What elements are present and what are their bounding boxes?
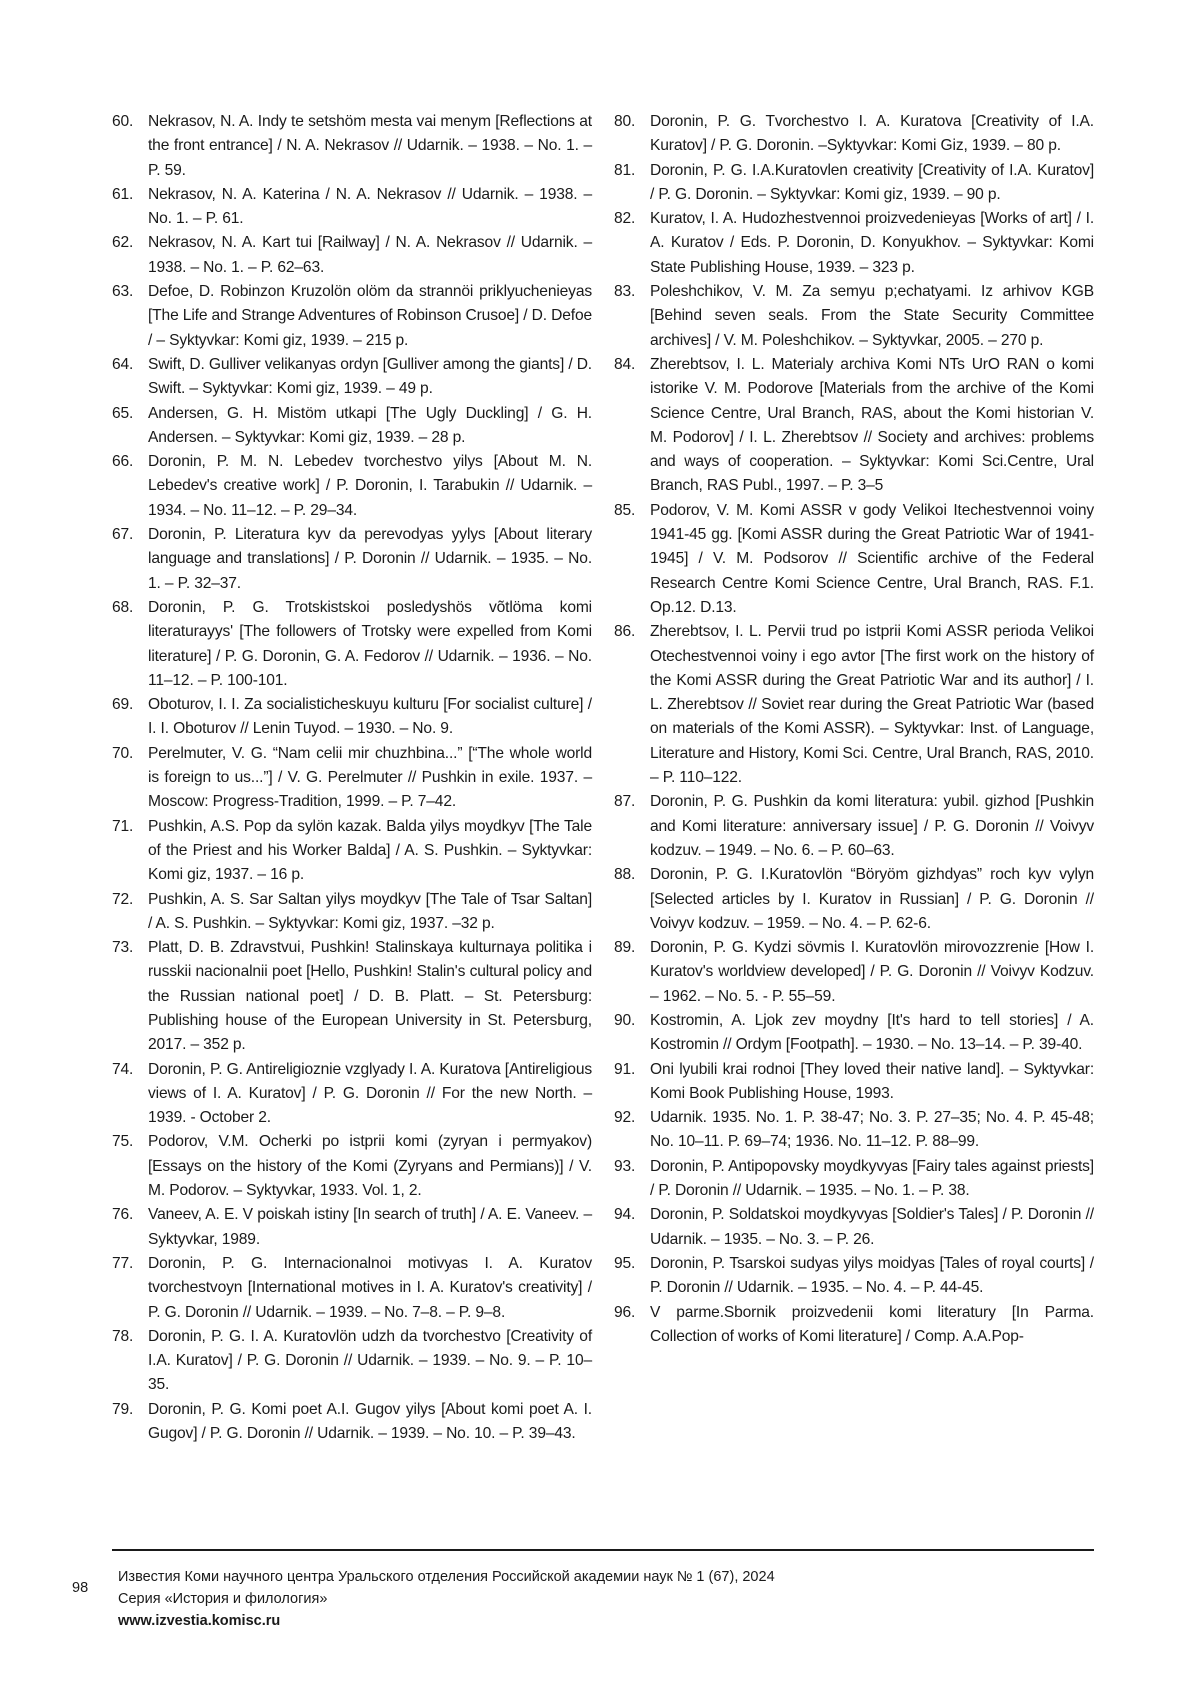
reference-number: 86. bbox=[614, 623, 636, 641]
reference-text: Doronin, P. G. I.A.Kuratovlen creativity [Creativity of I.A. Kuratov] / P. G. Doronin. – Syktyvkar: Komi giz, 1939. – 90 p. bbox=[650, 161, 1094, 203]
reference-number: 87. bbox=[614, 793, 636, 811]
reference-number: 80. bbox=[614, 113, 636, 130]
reference-number: 64. bbox=[112, 355, 134, 373]
reference-number: 89. bbox=[614, 939, 636, 957]
reference-item bbox=[112, 693, 592, 742]
reference-text: Andersen, G. H. Mistöm utkapi [The Ugly Duckling] / G. H. Andersen. – Syktyvkar: Komi giz, 1939. – 28 p. bbox=[148, 404, 592, 446]
reference-item bbox=[614, 110, 1094, 159]
reference-number: 65. bbox=[112, 404, 134, 422]
footer-series: Серия «История и филология» bbox=[118, 1591, 328, 1607]
reference-text: Nekrasov, N. A. Katerina / N. A. Nekrasov // Udarnik. – 1938. – No. 1. – P. 61. bbox=[148, 185, 592, 228]
reference-item bbox=[112, 1203, 592, 1252]
reference-text: Doronin, P. Literatura kyv da perevodyas yylys [About literary language and translations] / P. Doronin // Udarnik. – 1935. – No. 1. – P. 32–37. bbox=[148, 526, 592, 592]
footer-url-link[interactable]: www.izvestia.komisc.ru bbox=[118, 1613, 281, 1629]
footer-journal: Известия Коми научного центра Уральского отделения Российской академии наук № 1 (67), 2024 bbox=[118, 1569, 775, 1585]
reference-item bbox=[112, 353, 592, 402]
reference-item bbox=[614, 1301, 1094, 1350]
reference-text: Doronin, P. G. Kydzi sövmis I. Kuratovlön mirovozzrenie [How I. Kuratov's worldview developed] / P. G. Doronin // Voivyv Kodzuv. – 1962. – No. 5. - P. 55–59. bbox=[650, 939, 1094, 1005]
reference-text: Swift, D. Gulliver velikanyas ordyn [Gulliver among the giants] / D. Swift. – Syktyvkar: Komi giz, 1939. – 49 p. bbox=[148, 355, 592, 398]
reference-text: Doronin, P. Antipopovsky moydkyvyas [Fairy tales against priests] / P. Doronin // Udarnik. – 1935. – No. 1. – P. 38. bbox=[650, 1157, 1094, 1200]
reference-text: Doronin, P. G. Pushkin da komi literatura: yubil. gizhod [Pushkin and Komi literature: anniversary issue] / P. G. Doronin // Voivyv kodzuv. – 1949. – No. 6. – P. 60–63. bbox=[650, 793, 1094, 859]
reference-number: 84. bbox=[614, 355, 636, 373]
reference-text: Podorov, V.M. Ocherki po istprii komi (zyryan i permyakov) [Essays on the history of the Komi (Zyryans and Permians)] / V. M. Podorov. – Syktyvkar, 1933. Vol. 1, 2. bbox=[148, 1133, 592, 1200]
reference-number: 85. bbox=[614, 501, 636, 519]
reference-number: 91. bbox=[614, 1060, 636, 1078]
reference-number: 70. bbox=[112, 744, 134, 762]
reference-number: 82. bbox=[614, 210, 636, 228]
reference-number: 76. bbox=[112, 1206, 134, 1224]
reference-item bbox=[112, 183, 592, 232]
reference-item bbox=[614, 280, 1094, 353]
reference-item bbox=[112, 1398, 592, 1447]
reference-item bbox=[614, 353, 1094, 499]
reference-text: Doronin, P. G. Tvorchestvo I. A. Kuratova [Creativity of I.A. Kuratov] / P. G. Doronin. –Syktyvkar: Komi Giz, 1939. – 80 p. bbox=[650, 113, 1094, 155]
reference-number: 60. bbox=[112, 113, 134, 130]
reference-number: 79. bbox=[112, 1400, 134, 1418]
reference-text: Doronin, P. G. Komi poet A.I. Gugov yilys [About komi poet A. I. Gugov] / P. G. Doronin // Udarnik. – 1939. – No. 10. – P. 39–43. bbox=[148, 1400, 592, 1443]
reference-text: Kostromin, A. Ljok zev moydny [It's hard to tell stories] / A. Kostromin // Ordym [Footpath]. – 1930. – No. 13–14. – P. 39-40. bbox=[650, 1011, 1094, 1054]
reference-item bbox=[614, 1106, 1094, 1155]
reference-text: V parme.Sbornik proizvedenii komi literatury [In Parma. Collection of works of Komi literature] / Comp. A.A.Pop- bbox=[650, 1303, 1094, 1345]
reference-item bbox=[614, 1203, 1094, 1252]
reference-number: 71. bbox=[112, 817, 134, 835]
reference-item bbox=[112, 280, 592, 353]
reference-text: Pushkin, A. S. Sar Saltan yilys moydkyv [The Tale of Tsar Saltan] / A. S. Pushkin. – Syktyvkar: Komi giz, 1937. –32 p. bbox=[148, 890, 592, 932]
reference-text: Perelmuter, V. G. “Nam celii mir chuzhbina...” [“The whole world is foreign to us...”] / V. G. Perelmuter // Pushkin in exile. 1937. – Moscow: Progress-Tradition, 1999. – P. 7–42. bbox=[148, 744, 592, 811]
reference-item bbox=[112, 815, 592, 888]
reference-number: 67. bbox=[112, 526, 134, 544]
reference-text: Nekrasov, N. A. Indy te setshöm mesta vai menym [Reflections at the front entrance] / N. A. Nekrasov // Udarnik. – 1938. – No. 1. – P. 59. bbox=[148, 113, 592, 179]
reference-number: 69. bbox=[112, 696, 134, 714]
reference-number: 96. bbox=[614, 1303, 636, 1321]
reference-item bbox=[614, 1252, 1094, 1301]
reference-item bbox=[112, 1058, 592, 1131]
reference-text: Defoe, D. Robinzon Kruzolön olöm da strannöi priklyuchenieyas [The Life and Strange Adventures of Robinson Crusoe] / D. Defoe / – Syktyvkar: Komi giz, 1939. – 215 p. bbox=[148, 283, 592, 349]
reference-item bbox=[112, 110, 592, 183]
reference-item bbox=[112, 1252, 592, 1325]
reference-item bbox=[112, 936, 592, 1057]
reference-text: Oni lyubili krai rodnoi [They loved their native land]. – Syktyvkar: Komi Book Publishing House, 1993. bbox=[650, 1060, 1094, 1102]
reference-item bbox=[614, 1155, 1094, 1204]
reference-text: Doronin, P. G. I.Kuratovlön “Böryöm gizhdyas” roch kyv vylyn [Selected articles by I. Kuratov in Russian] / P. G. Doronin // Voivyv kodzuv. – 1959. – No. 4. – P. 62-6. bbox=[650, 866, 1094, 932]
reference-number: 88. bbox=[614, 866, 636, 884]
footer bbox=[118, 1566, 775, 1632]
reference-item bbox=[614, 207, 1094, 280]
reference-number: 62. bbox=[112, 234, 134, 252]
reference-number: 93. bbox=[614, 1157, 636, 1175]
references-columns bbox=[112, 110, 1094, 1530]
reference-number: 72. bbox=[112, 890, 134, 908]
reference-text: Zherebtsov, I. L. Pervii trud po istprii Komi ASSR perioda Velikoi Otechestvennoi voiny i ego avtor [The first work on the history of the Komi ASSR during the Great Patriotic War and its author] / I. L. Zherebtsov // Soviet rear during the Great Patriotic War (based on materials of the Komi ASSR). – Syktyvkar: Inst. of Language, Literature and History, Komi Sci. Centre, Ural Branch, RAS, 2010. – P. 110–122. bbox=[650, 623, 1094, 787]
reference-item bbox=[112, 450, 592, 523]
reference-text: Kuratov, I. A. Hudozhestvennoi proizvedenieyas [Works of art] / I. A. Kuratov / Eds. P. Doronin, D. Konyukhov. – Syktyvkar: Komi State Publishing House, 1939. – 323 p. bbox=[650, 210, 1094, 276]
reference-text: Pushkin, A.S. Pop da sylön kazak. Balda yilys moydkyv [The Tale of the Priest and his Worker Balda] / A. S. Pushkin. – Syktyvkar: Komi giz, 1937. – 16 p. bbox=[148, 817, 592, 884]
reference-text: Platt, D. B. Zdravstvui, Pushkin! Stalinskaya kulturnaya politika i russkii nacionalnii poet [Hello, Pushkin! Stalin's cultural policy and the Russian national poet] / D. B. Platt. – St. Petersburg: Publishing house of the European University in St. Petersburg, 2017. – 352 p. bbox=[148, 939, 592, 1054]
reference-text: Podorov, V. M. Komi ASSR v gody Velikoi Itechestvennoi voiny 1941-45 gg. [Komi ASSR during the Great Patriotic War of 1941-1945] / V. M. Podsorov // Scientific archive of the Federal Research Centre Komi Science Centre, Ural Branch, RAS. F.1. Op.12. D.13. bbox=[650, 501, 1094, 616]
reference-text: Doronin, P. G. Internacionalnoi motivyas I. A. Kuratov tvorchestvoyn [International motives in I. A. Kuratov's creativity] / P. G. Doronin // Udarnik. – 1939. – No. 7–8. – P. 9–8. bbox=[148, 1254, 592, 1321]
reference-item bbox=[112, 742, 592, 815]
reference-number: 92. bbox=[614, 1109, 636, 1127]
reference-number: 66. bbox=[112, 453, 134, 471]
reference-item bbox=[614, 1009, 1094, 1058]
reference-item bbox=[112, 1130, 592, 1203]
reference-number: 95. bbox=[614, 1254, 636, 1272]
reference-text: Vaneev, A. E. V poiskah istiny [In search of truth] / A. E. Vaneev. – Syktyvkar, 1989. bbox=[148, 1206, 592, 1248]
page-number: 98 bbox=[72, 1580, 89, 1596]
reference-text: Doronin, P. G. Antireligioznie vzglyady I. A. Kuratova [Antireligious views of I. A. Kuratov] / P. G. Doronin // For the new North. – 1939. - October 2. bbox=[148, 1060, 592, 1127]
reference-item bbox=[614, 863, 1094, 936]
reference-text: Doronin, P. M. N. Lebedev tvorchestvo yilys [About M. N. Lebedev's creative work] / P. Doronin, I. Tarabukin // Udarnik. – 1934. – No. 11–12. – P. 29–34. bbox=[148, 453, 592, 519]
reference-item bbox=[112, 523, 592, 596]
reference-text: Poleshchikov, V. M. Za semyu p;echatyami. Iz arhivov KGB [Behind seven seals. From the State Security Committee archives] / V. M. Poleshchikov. – Syktyvkar, 2005. – 270 p. bbox=[650, 283, 1094, 349]
reference-number: 90. bbox=[614, 1011, 636, 1029]
reference-number: 61. bbox=[112, 185, 134, 203]
reference-item bbox=[112, 1325, 592, 1398]
reference-item bbox=[614, 159, 1094, 208]
reference-item bbox=[614, 936, 1094, 1009]
reference-item bbox=[112, 402, 592, 451]
reference-text: Zherebtsov, I. L. Materialy archiva Komi NTs UrO RAN o komi istorike V. M. Podorove [Materials from the archive of the Komi Science Centre, Ural Branch, RAS, about the Komi historian V. M. Podorov] / I. L. Zherebtsov // Society and archives: problems and ways of cooperation. – Syktyvkar: Komi Sci.Centre, Ural Branch, RAS Publ., 1997. – P. 3–5 bbox=[650, 355, 1094, 495]
reference-text: Doronin, P. Soldatskoi moydkyvyas [Soldier's Tales] / P. Doronin // Udarnik. – 1935. – No. 3. – P. 26. bbox=[650, 1206, 1094, 1248]
reference-number: 77. bbox=[112, 1254, 134, 1272]
reference-number: 75. bbox=[112, 1133, 134, 1151]
reference-item bbox=[112, 596, 592, 693]
reference-item bbox=[614, 499, 1094, 620]
reference-number: 73. bbox=[112, 939, 134, 957]
reference-number: 74. bbox=[112, 1060, 134, 1078]
reference-text: Doronin, P. G. I. A. Kuratovlön udzh da tvorchestvo [Creativity of I.A. Kuratov] / P. G. Doronin // Udarnik. – 1939. – No. 9. – P. 10–35. bbox=[148, 1327, 592, 1394]
references-right-column bbox=[614, 110, 1094, 1530]
reference-item bbox=[112, 888, 592, 937]
reference-number: 94. bbox=[614, 1206, 636, 1224]
reference-item bbox=[614, 1058, 1094, 1107]
reference-number: 81. bbox=[614, 161, 636, 179]
reference-text: Oboturov, I. I. Za socialisticheskuyu kulturu [For socialist culture] / I. I. Oboturov // Lenin Tuyod. – 1930. – No. 9. bbox=[148, 696, 592, 738]
reference-item bbox=[614, 620, 1094, 790]
reference-text: Doronin, P. G. Trotskistskoi posledyshös võtlöma komi literaturayys' [The followers of Trotsky were expelled from Komi literature] / P. G. Doronin, G. A. Fedorov // Udarnik. – 1936. – No. 11–12. – P. 100-101. bbox=[148, 598, 592, 689]
reference-text: Doronin, P. Tsarskoi sudyas yilys moidyas [Tales of royal courts] / P. Doronin // Udarnik. – 1935. – No. 4. – P. 44-45. bbox=[650, 1254, 1094, 1297]
reference-text: Nekrasov, N. A. Kart tui [Railway] / N. A. Nekrasov // Udarnik. – 1938. – No. 1. – P. 62–63. bbox=[148, 234, 592, 276]
reference-number: 68. bbox=[112, 598, 134, 616]
reference-item bbox=[112, 231, 592, 280]
reference-item bbox=[614, 790, 1094, 863]
footer-divider bbox=[112, 1549, 1094, 1551]
reference-text: Udarnik. 1935. No. 1. P. 38-47; No. 3. P. 27–35; No. 4. P. 45-48; No. 10–11. P. 69–74; 1936. No. 11–12. P. 88–99. bbox=[650, 1109, 1094, 1151]
reference-number: 83. bbox=[614, 283, 636, 301]
reference-number: 78. bbox=[112, 1327, 134, 1345]
references-left-column bbox=[112, 110, 592, 1530]
reference-number: 63. bbox=[112, 283, 134, 301]
